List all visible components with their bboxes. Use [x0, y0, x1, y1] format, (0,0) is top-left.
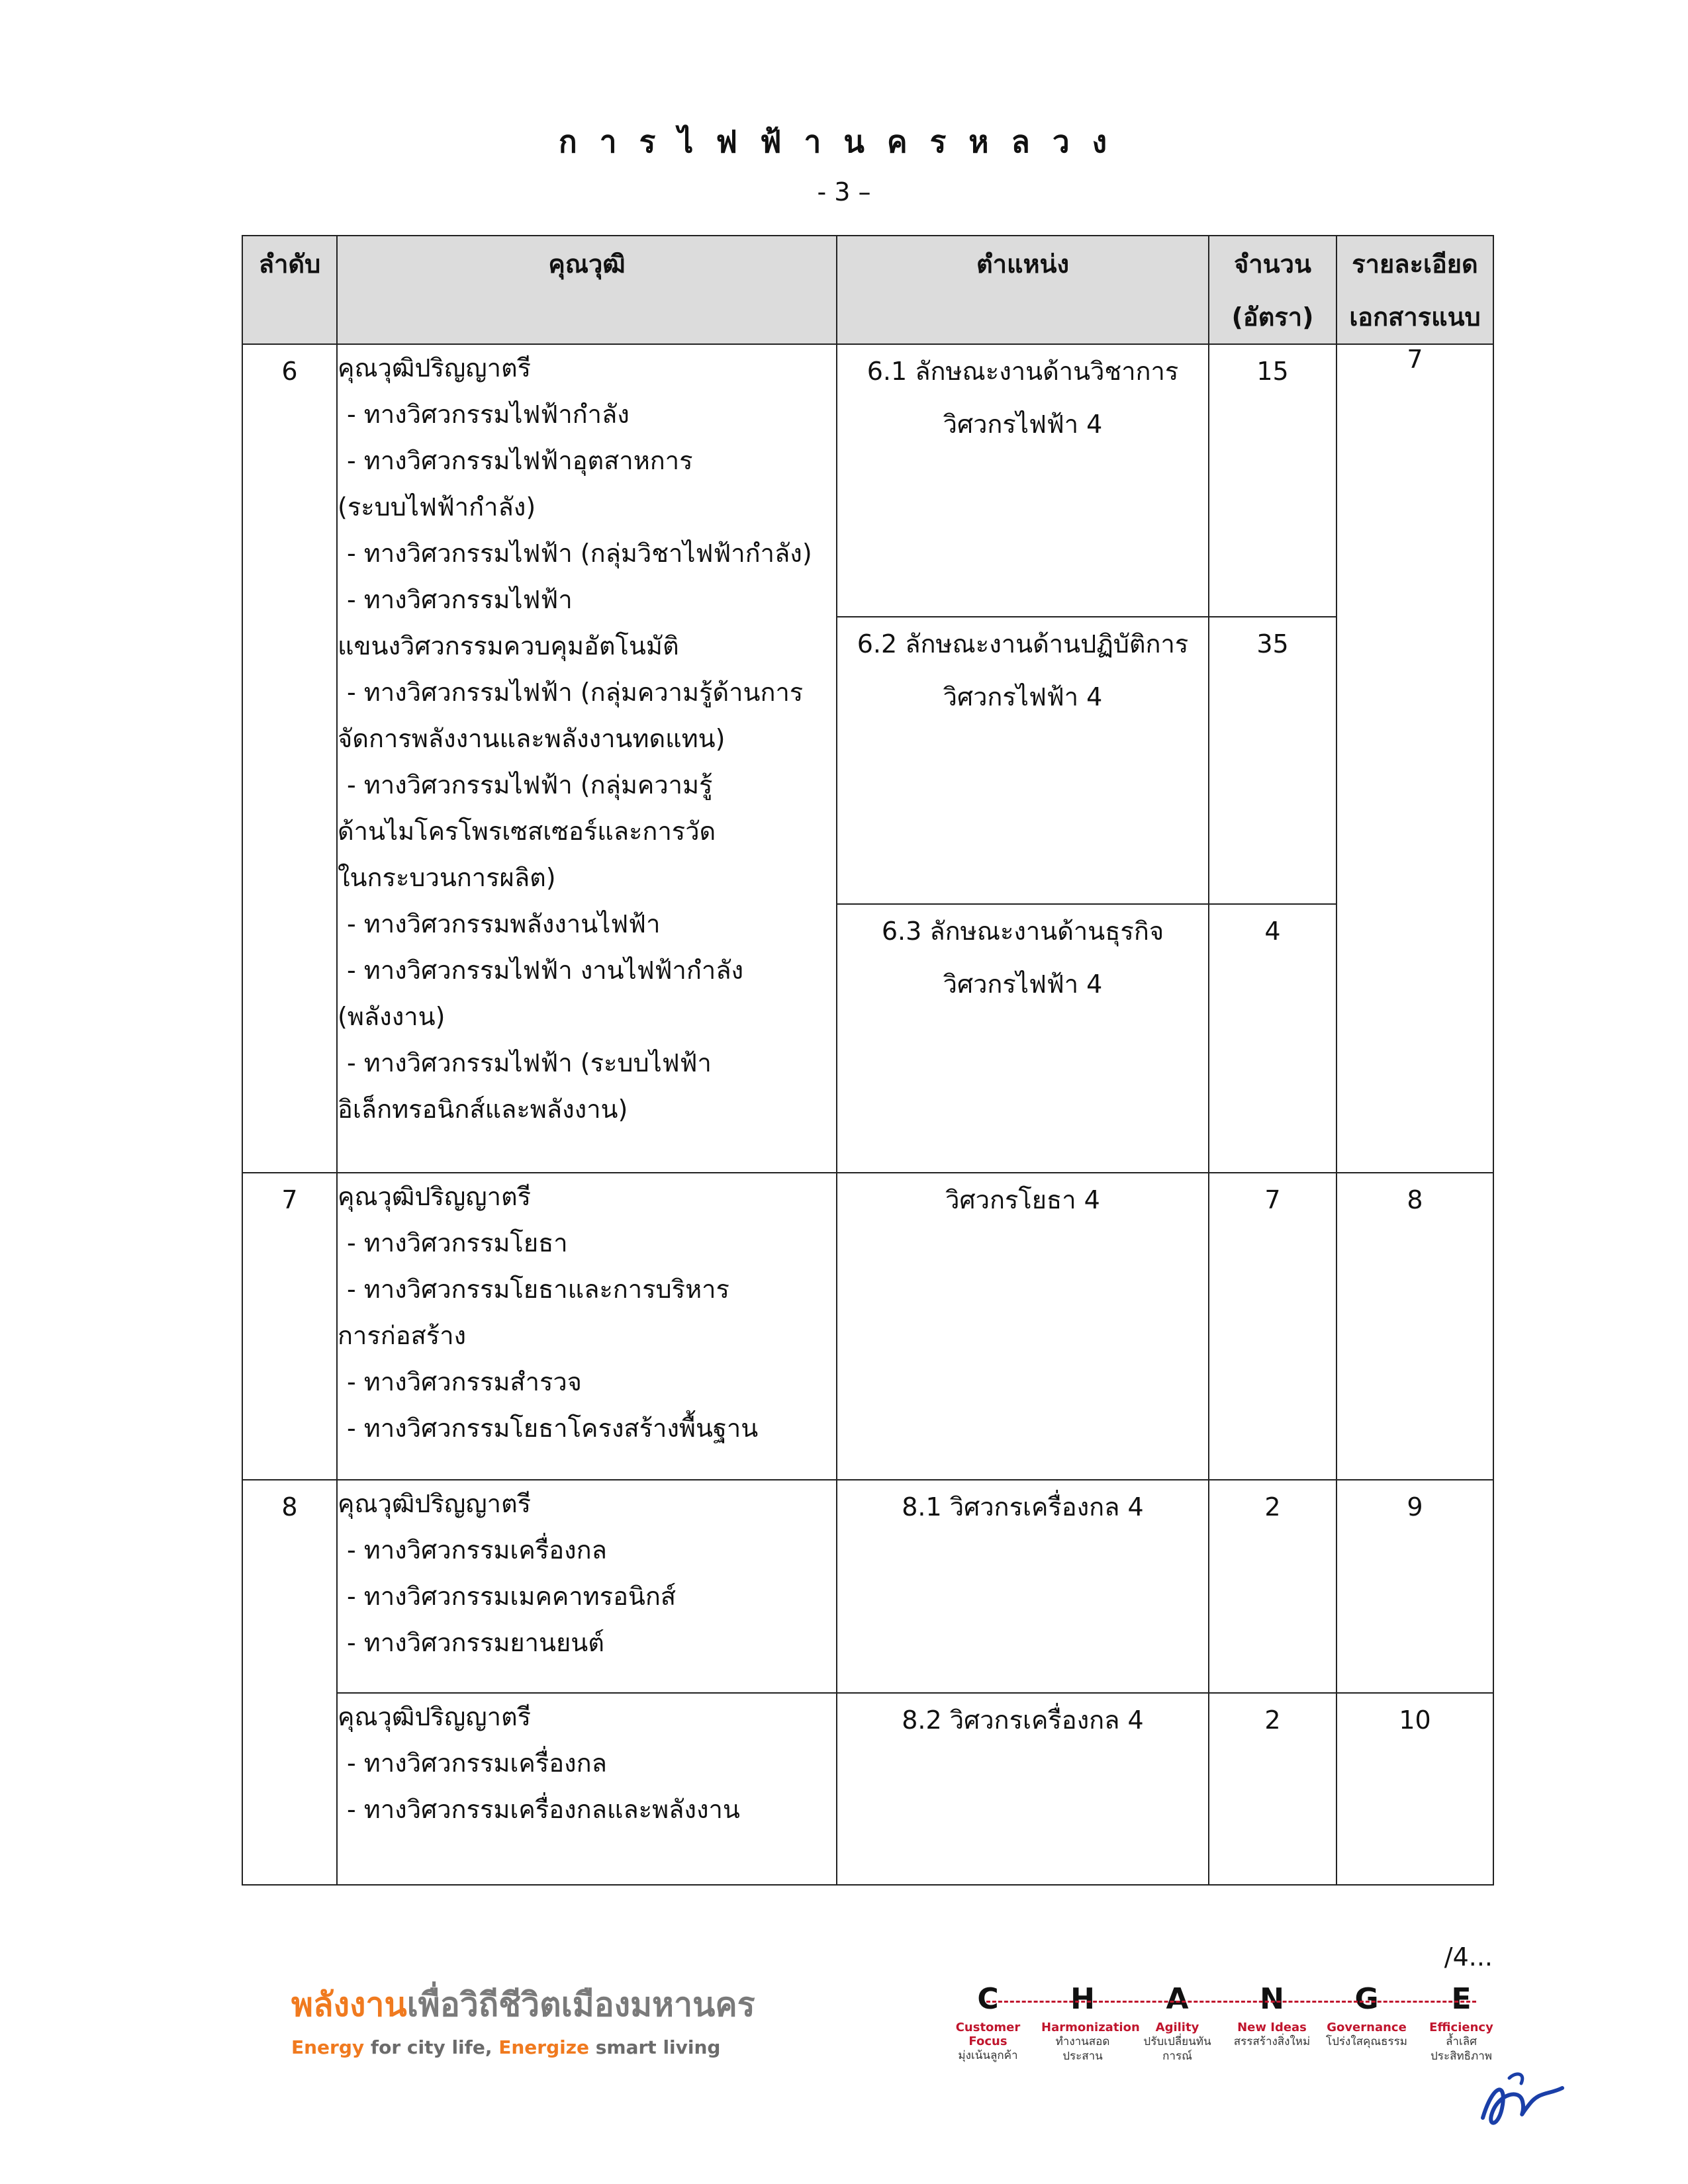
- detail-cell: 7: [1336, 344, 1493, 1173]
- header-count: จำนวน (อัตรา): [1209, 236, 1336, 344]
- table-row: [242, 1480, 1493, 1693]
- count-cell: 2: [1209, 1693, 1336, 1885]
- qualification-cell: คุณวุฒิปริญญาตรี - ทางวิศวกรรมโยธา - ทางวิศวกรรมโยธาและการบริหาร การก่อสร้าง - ทางวิศวกรรมสำรวจ - ทางวิศวกรรมโยธาโครงสร้างพื้นฐาน: [337, 1173, 837, 1480]
- header-qualification: คุณวุฒิ: [337, 236, 837, 344]
- change-item-a: A Agility ปรับเปลี่ยนทันการณ์: [1143, 1982, 1211, 2063]
- change-item-g: G Governance โปร่งใสคุณธรรม: [1325, 1982, 1408, 2048]
- position-cell: 6.3 ลักษณะงานด้านธุรกิจ วิศวกรไฟฟ้า 4: [837, 904, 1209, 1173]
- detail-cell: 8: [1336, 1173, 1493, 1480]
- detail-cell: 9: [1336, 1480, 1493, 1693]
- organization-title: การไฟฟ้านครหลวง: [558, 124, 1130, 159]
- table-row: [242, 1173, 1493, 1480]
- slogan-english: Energy for city life, Energize smart living: [291, 2036, 721, 2058]
- count-cell: 35: [1209, 617, 1336, 904]
- change-item-c: C Customer Focus มุ่งเน้นลูกค้า: [955, 1982, 1021, 2062]
- position-cell: วิศวกรโยธา 4: [837, 1173, 1209, 1480]
- count-cell: 15: [1209, 344, 1336, 617]
- row-order: 7: [242, 1173, 337, 1480]
- change-item-n: N New Ideas สรรสร้างสิ่งใหม่: [1233, 1982, 1311, 2048]
- position-cell: 8.1 วิศวกรเครื่องกล 4: [837, 1480, 1209, 1693]
- header-position: ตำแหน่ง: [837, 236, 1209, 344]
- position-cell: 6.1 ลักษณะงานด้านวิชาการ วิศวกรไฟฟ้า 4: [837, 344, 1209, 617]
- change-item-e: E Efficiency ล้ำเลิศประสิทธิภาพ: [1429, 1982, 1493, 2063]
- table-row: [242, 344, 1493, 617]
- count-cell: 2: [1209, 1480, 1336, 1693]
- position-cell: 8.2 วิศวกรเครื่องกล 4: [837, 1693, 1209, 1885]
- page-number: - 3 –: [817, 177, 871, 206]
- row-order: 8: [242, 1480, 337, 1885]
- header-detail: รายละเอียด เอกสารแนบ: [1336, 236, 1493, 344]
- position-cell: 6.2 ลักษณะงานด้านปฏิบัติการ วิศวกรไฟฟ้า 4: [837, 617, 1209, 904]
- detail-cell: 10: [1336, 1693, 1493, 1885]
- count-cell: 4: [1209, 904, 1336, 1173]
- change-dashed-line: [986, 2001, 1476, 2003]
- table-header-row: [242, 236, 1493, 344]
- continuation-marker: /4...: [1444, 1942, 1493, 1972]
- slogan-thai: พลังงานเพื่อวิถีชีวิตเมืองมหานคร: [291, 1985, 755, 2024]
- qualification-cell: คุณวุฒิปริญญาตรี - ทางวิศวกรรมเครื่องกล - ทางวิศวกรรมเครื่องกลและพลังงาน: [337, 1693, 837, 1885]
- qualification-cell: คุณวุฒิปริญญาตรี - ทางวิศวกรรมเครื่องกล - ทางวิศวกรรมเมคคาทรอนิกส์ - ทางวิศวกรรมยานยนต์: [337, 1480, 837, 1693]
- qualification-cell: คุณวุฒิปริญญาตรี - ทางวิศวกรรมไฟฟ้ากำลัง - ทางวิศวกรรมไฟฟ้าอุตสาหการ (ระบบไฟฟ้ากำลัง) - ทางวิศวกรรมไฟฟ้า (กลุ่มวิชาไฟฟ้ากำลัง) - ทางวิศวกรรมไฟฟ้า แขนงวิศวกรรมควบคุมอัตโนมัติ - ทางวิศวกรรมไฟฟ้า (กลุ่มความรู้ด้านการ จัดการพลังงานและพลังงานทดแทน) - ทางวิศวกรรมไฟฟ้า (กลุ่มความรู้ ด้านไมโครโพรเซสเซอร์และการวัด ในกระบวนการผลิต) - ทางวิศวกรรมพลังงานไฟฟ้า - ทางวิศวกรรมไฟฟ้า งานไฟฟ้ากำลัง (พลังงาน) - ทางวิศวกรรมไฟฟ้า (ระบบไฟฟ้า อิเล็กทรอนิกส์และพลังงาน): [337, 344, 837, 1173]
- row-order: 6: [242, 344, 337, 1173]
- count-cell: 7: [1209, 1173, 1336, 1480]
- table-row: [242, 1693, 1493, 1885]
- signature-icon: [1470, 2065, 1569, 2140]
- change-item-h: H Harmonization ทำงานสอดประสาน: [1041, 1982, 1140, 2063]
- header-order: ลำดับ: [242, 236, 337, 344]
- positions-table: [242, 235, 1494, 1886]
- change-values-logo: [947, 1982, 1503, 2064]
- footer-slogan: [291, 1979, 755, 2058]
